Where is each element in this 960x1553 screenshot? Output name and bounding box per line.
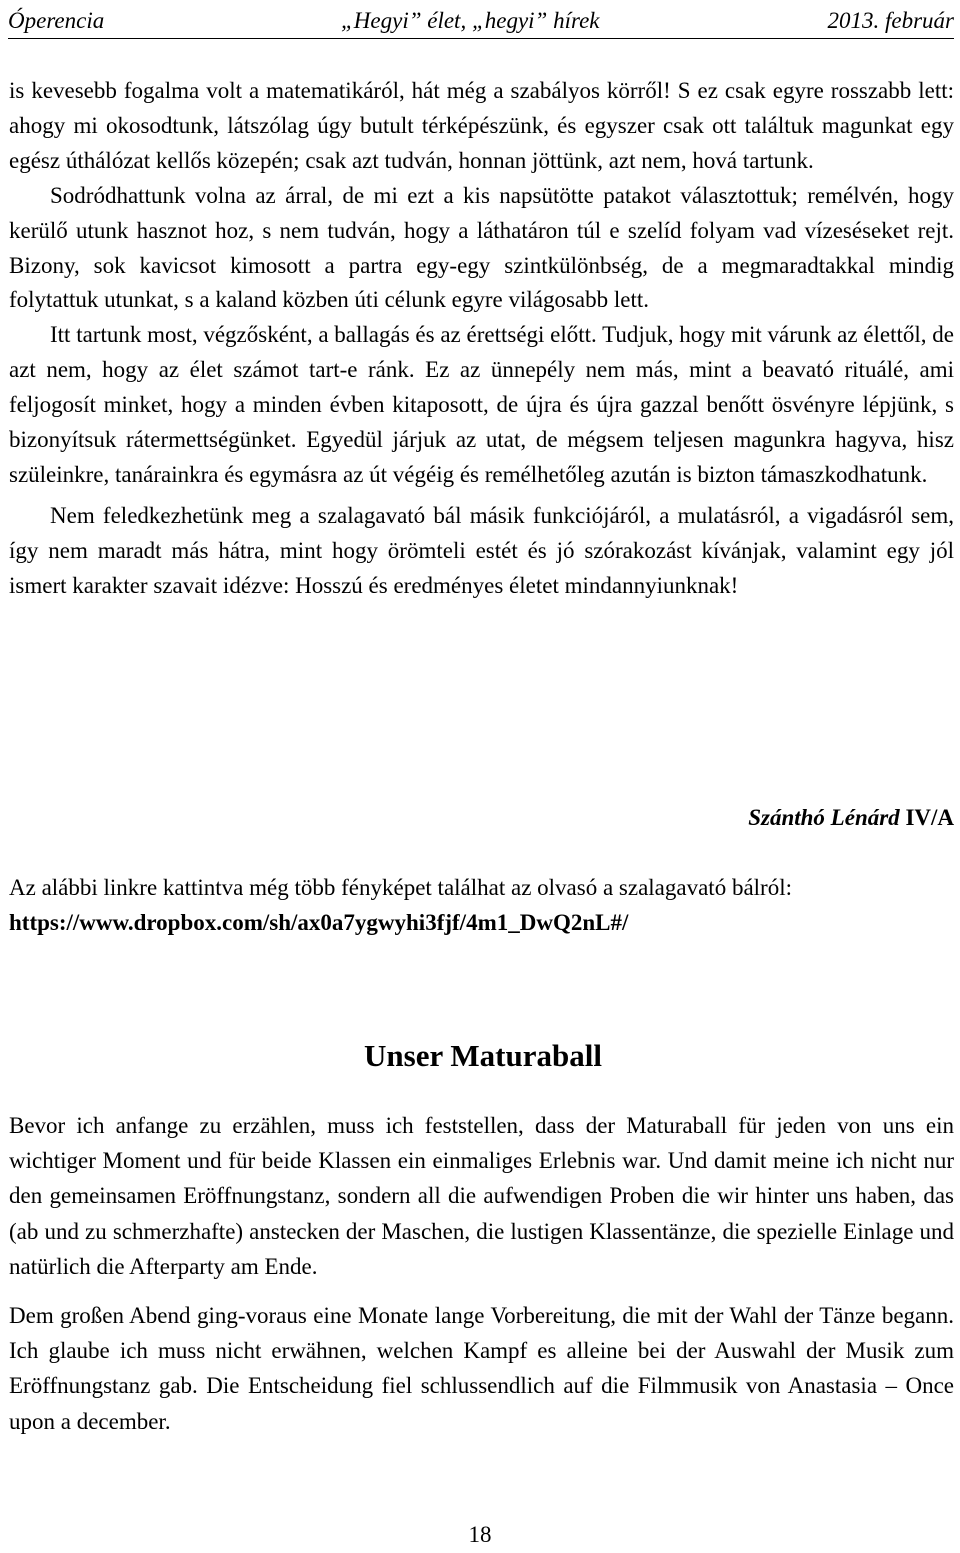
paragraph: Bevor ich anfange zu erzählen, muss ich feststellen, dass der Maturaball für jeden von uns ein wichtiger Moment und für beide Klassen ein einmaliges Erlebnis war. Und damit meine ich nicht nur den gemeinsamen Eröffnungstanz, sondern all die aufwendigen Proben die wir hinter uns haben, das (ab und zu schmerzhafte) anstecken der Maschen, die lustigen Klassentänze, die spezielle Einlage und natürlich die Afterparty am Ende. xyxy=(9,1113,954,1279)
link-description: Az alábbi linkre kattintva még több fényképet találhat az olvasó a szalagavató bálról: xyxy=(9,875,792,900)
page-number: 18 xyxy=(468,1522,492,1547)
paragraph: Itt tartunk most, végzősként, a ballagás és az érettségi előtt. Tudjuk, hogy mit várunk az élettől, de azt nem, hogy az élet számot tart-e ránk. Ez az ünnepély nem más, mint a beavató rituálé, ami feljogosít minket, hogy a minden évben kitaposott, de újra és újra gazzal benőtt ösvényre lépjünk, s bizonyítsuk rátermettségünket. Egyedül járjuk az utat, de mégsem teljesen magunkra hagyva, hisz szüleinkre, tanárainkra és egymásra az út végéig és remélhetőleg azután is bizton támaszkodhatunk. xyxy=(9,322,954,487)
header-section-title: „Hegyi” élet, „hegyi” hírek xyxy=(341,8,600,33)
photo-link-block xyxy=(9,870,954,940)
paragraph: Nem feledkezhetünk meg a szalagavató bál másik funkciójáról, a mulatásról, a vigadásról sem, így nem maradt más hátra, mint hogy örömteli estét és jó szórakozást kívánjak, valamint egy jól ismert karakter szavait idézve: Hosszú és eredményes életet mindannyiunknak! xyxy=(9,502,954,598)
header-magazine-name: Óperencia xyxy=(8,8,105,33)
paragraph: Sodródhattunk volna az árral, de mi ezt a kis napsütötte patakot választottuk; remélvén, hogy kerülő utunk hasznot hoz, s nem tudván, hogy a láthatáron túl e szelíd folyam vad vízeséseket rejt. Bizony, sok kavicsot kimosott a partra egy-egy szintkülönbség, de a megmaradtakkal mindig folytattuk utunkat, s a kaland közben úti célunk egyre világosabb lett. xyxy=(9,182,954,313)
author-signature xyxy=(748,800,954,835)
german-article-body xyxy=(9,1108,954,1439)
german-article-title: Unser Maturaball xyxy=(364,1038,602,1073)
header-issue-date: 2013. február xyxy=(827,8,954,33)
page-header xyxy=(8,4,954,39)
paragraph: is kevesebb fogalma volt a matematikáról, hát még a szabályos körről! S ez csak egyre rosszabb lett: ahogy mi okosodtunk, látszólag úgy butult térképészünk, és egyszer csak ott találtuk magunkat egy egész úthálózat kellős közepén; csak azt tudván, honnan jöttünk, azt nem, hová tartunk. xyxy=(9,78,954,173)
author-name: Szánthó Lénárd xyxy=(748,805,900,830)
paragraph: Dem großen Abend ging-voraus eine Monate lange Vorbereitung, die mit der Wahl der Tänze begann. Ich glaube ich muss nicht erwähnen, welchen Kampf es alleine bei der Auswahl der Musik zum Eröffnungstanz gab. Die Entscheidung fiel schlussendlich auf die Filmmusik von Anastasia – Once upon a december. xyxy=(9,1303,954,1434)
author-class: IV/A xyxy=(905,805,954,830)
dropbox-link[interactable]: https://www.dropbox.com/sh/ax0a7ygwyhi3fjf/4m1_DwQ2nL#/ xyxy=(9,910,629,935)
hungarian-article-body xyxy=(9,74,954,604)
